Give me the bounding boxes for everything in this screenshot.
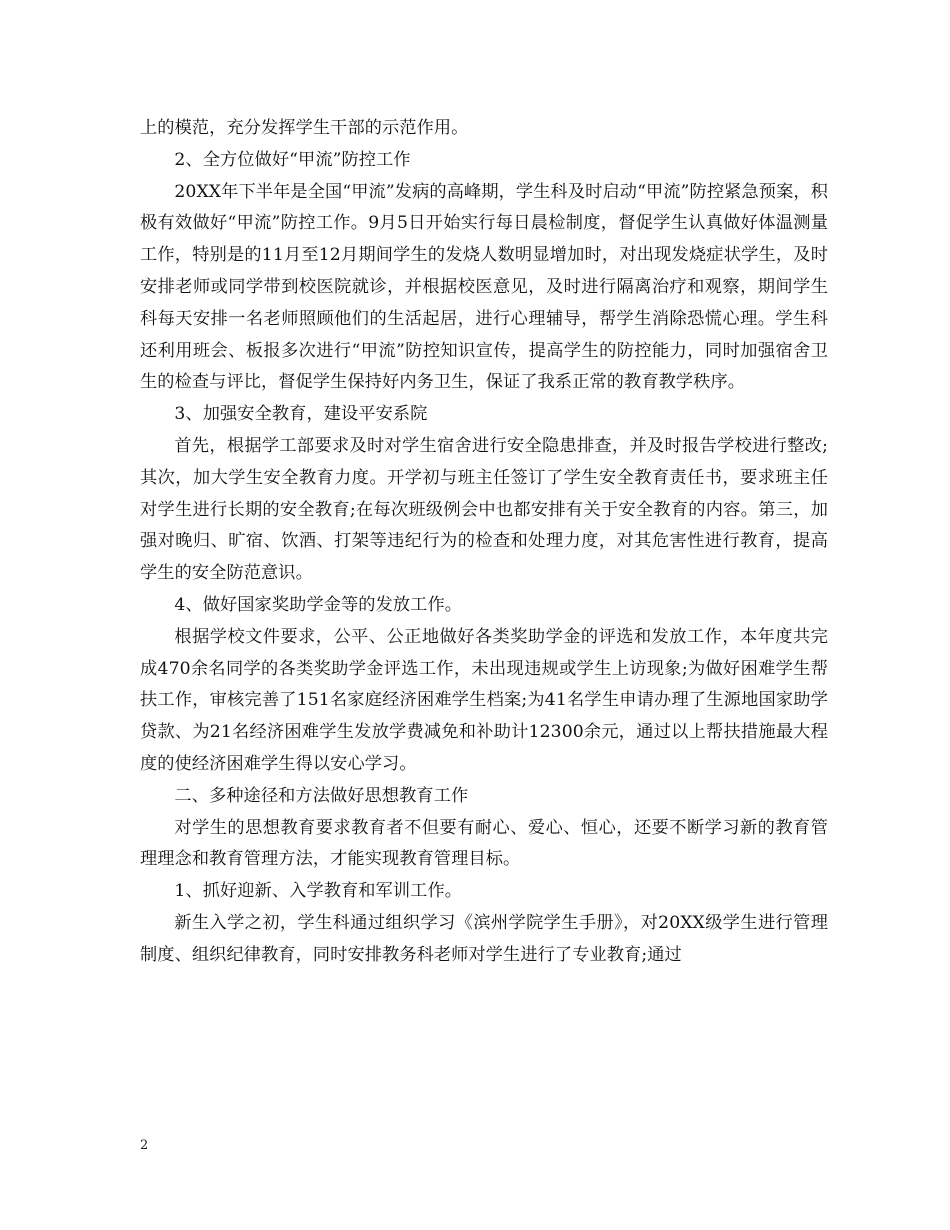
paragraph-flu-prevention: 20XX年下半年是全国“甲流”发病的高峰期，学生科及时启动“甲流”防控紧急预案，积极有效做好“甲流”防控工作。9月5日开始实行每日晨检制度，督促学生认真做好体温测量工作，特别是的11月至12月期间学生的发烧人数明显增加时，对出现发烧症状学生，及时安排老师或同学带到校医院就诊，并根据校医意见，及时进行隔离治疗和观察，期间学生科每天安排一名老师照顾他们的生活起居，进行心理辅导，帮学生消除恐慌心理。学生科还利用班会、板报多次进行“甲流”防控知识宣传，提高学生的防控能力，同时加强宿舍卫生的检查与评比，督促学生保持好内务卫生，保证了我系正常的教育教学秩序。 bbox=[140, 181, 828, 393]
section-heading-flu-prevention: 2、全方位做好“甲流”防控工作 bbox=[174, 149, 411, 170]
section-heading-scholarships: 4、做好国家奖助学金等的发放工作。 bbox=[174, 594, 463, 615]
document-body bbox=[140, 113, 828, 972]
paragraph-ideological-education: 对学生的思想教育要求教育者不但要有耐心、爱心、恒心，还要不断学习新的教育管理理念和教育管理方法，才能实现教育管理目标。 bbox=[140, 817, 828, 870]
page-number: 2 bbox=[140, 1138, 149, 1153]
paragraph-safety-education: 首先，根据学工部要求及时对学生宿舍进行安全隐患排查，并及时报告学校进行整改;其次，加大学生安全教育力度。开学初与班主任签订了学生安全教育责任书，要求班主任对学生进行长期的安全教育;在每次班级例会中也都安排有关于安全教育的内容。第三，加强对晚归、旷宿、饮酒、打架等违纪行为的检查和处理力度，对其危害性进行教育，提高学生的安全防范意识。 bbox=[140, 435, 828, 584]
paragraph-continuation: 上的模范，充分发挥学生干部的示范作用。 bbox=[140, 118, 469, 138]
section-heading-safety-education: 3、加强安全教育，建设平安系院 bbox=[174, 404, 428, 425]
paragraph-scholarships: 根据学校文件要求，公平、公正地做好各类奖助学金的评选和发放工作，本年度共完成470余名同学的各类奖助学金评选工作，未出现违规或学生上访现象;为做好困难学生帮扶工作，审核完善了151名家庭经济困难学生档案;为41名学生申请办理了生源地国家助学贷款、为21名经济困难学生发放学费减免和补助计12300余元，通过以上帮扶措施最大程度的使经济困难学生得以安心学习。 bbox=[140, 626, 828, 774]
section-heading-orientation: 1、抓好迎新、入学教育和军训工作。 bbox=[174, 881, 463, 902]
paragraph-orientation: 新生入学之初，学生科通过组织学习《滨州学院学生手册》，对20XX级学生进行管理制度、组织纪律教育，同时安排教务科老师对学生进行了专业教育;通过 bbox=[140, 912, 828, 965]
section-heading-ideological-education: 二、多种途径和方法做好思想教育工作 bbox=[174, 785, 469, 806]
